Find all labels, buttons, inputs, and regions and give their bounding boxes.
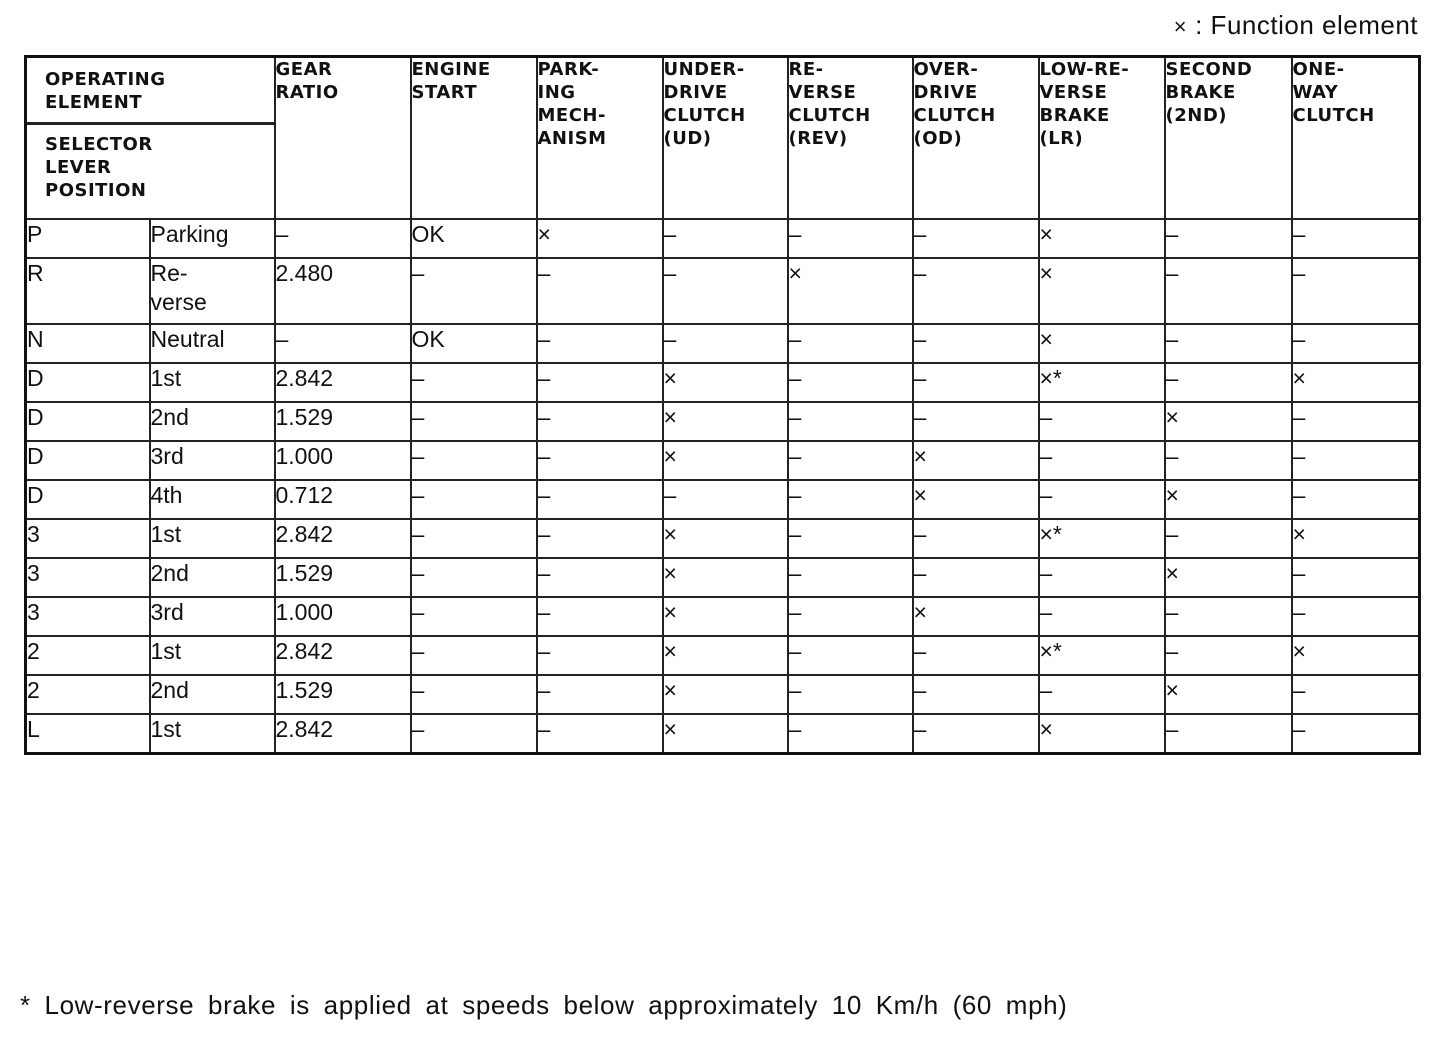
table-cell: – (913, 714, 1039, 754)
table-cell: – (1039, 480, 1165, 519)
table-cell: – (411, 441, 537, 480)
table-row (26, 258, 1420, 324)
table-cell: – (537, 441, 663, 480)
table-cell: – (1292, 324, 1420, 363)
header-second-brake: SECOND BRAKE (2ND) (1165, 57, 1292, 220)
table-row (26, 402, 1420, 441)
table-row (26, 675, 1420, 714)
table-cell: × (1039, 258, 1165, 324)
table-cell: – (411, 675, 537, 714)
table-cell: 1.529 (275, 402, 411, 441)
table-cell: OK (411, 324, 537, 363)
table-cell: – (411, 636, 537, 675)
table-cell: – (1292, 597, 1420, 636)
header-low-reverse-brake: LOW-RE- VERSE BRAKE (LR) (1039, 57, 1165, 220)
header-operating-element (26, 57, 275, 220)
table-cell: × (1292, 636, 1420, 675)
table-cell: – (788, 558, 913, 597)
selector-position: P (26, 219, 150, 258)
table-cell: – (788, 597, 913, 636)
table-cell: – (1039, 402, 1165, 441)
table-cell: × (1165, 480, 1292, 519)
table-cell: × (663, 636, 788, 675)
selector-position-name: 1st (150, 636, 275, 675)
table-cell: – (537, 519, 663, 558)
selector-position: D (26, 402, 150, 441)
table-cell: × (1039, 714, 1165, 754)
table-cell: – (913, 402, 1039, 441)
table-cell: 2.480 (275, 258, 411, 324)
table-cell: – (1165, 258, 1292, 324)
table-cell: – (411, 258, 537, 324)
table-cell: – (788, 675, 913, 714)
table-row (26, 363, 1420, 402)
table-cell: – (1292, 558, 1420, 597)
selector-lever-position-label: SELECTOR LEVER POSITION (45, 134, 153, 201)
table-cell: – (275, 219, 411, 258)
table-cell: 2.842 (275, 636, 411, 675)
header-underdrive-clutch: UNDER- DRIVE CLUTCH (UD) (663, 57, 788, 220)
header-engine-start: ENGINE START (411, 57, 537, 220)
selector-position-name: 1st (150, 363, 275, 402)
table-cell: ×* (1039, 636, 1165, 675)
table-cell: – (1292, 441, 1420, 480)
selector-position: N (26, 324, 150, 363)
table-cell: – (663, 258, 788, 324)
selector-position-name: 2nd (150, 402, 275, 441)
table-cell: 1.529 (275, 675, 411, 714)
table-cell: × (788, 258, 913, 324)
header-gear-ratio: GEAR RATIO (275, 57, 411, 220)
table-cell: 1.529 (275, 558, 411, 597)
selector-position: R (26, 258, 150, 324)
table-cell: – (1039, 558, 1165, 597)
footnote: * Low-reverse brake is applied at speeds below approximately 10 Km/h (60 mph) (20, 990, 1068, 1020)
table-cell: – (1292, 402, 1420, 441)
table-row (26, 219, 1420, 258)
table-cell: × (663, 402, 788, 441)
table-cell: – (1292, 219, 1420, 258)
legend-text: : Function element (1195, 10, 1418, 40)
table-row (26, 636, 1420, 675)
table-cell: – (913, 558, 1039, 597)
table-cell: – (1165, 363, 1292, 402)
selector-position: L (26, 714, 150, 754)
table-cell: – (1165, 636, 1292, 675)
table-cell: – (913, 324, 1039, 363)
table-cell: – (663, 219, 788, 258)
function-element-table (24, 55, 1421, 755)
table-cell: – (1165, 324, 1292, 363)
selector-position-name: Re- verse (150, 258, 275, 324)
selector-position-name: 1st (150, 714, 275, 754)
table-cell: – (788, 480, 913, 519)
table-cell: – (913, 519, 1039, 558)
table-cell: – (411, 363, 537, 402)
table-cell: × (1292, 519, 1420, 558)
table-cell: – (663, 324, 788, 363)
table-cell: × (1292, 363, 1420, 402)
table-row (26, 441, 1420, 480)
table-cell: 1.000 (275, 597, 411, 636)
table-row (26, 558, 1420, 597)
selector-position: D (26, 363, 150, 402)
table-cell: 2.842 (275, 519, 411, 558)
table-cell: OK (411, 219, 537, 258)
table-cell: – (1292, 675, 1420, 714)
table-cell: 2.842 (275, 363, 411, 402)
table-row (26, 480, 1420, 519)
selector-position: D (26, 441, 150, 480)
table-cell: – (788, 402, 913, 441)
table-cell: 1.000 (275, 441, 411, 480)
table-cell: × (1039, 219, 1165, 258)
table-cell: × (1165, 558, 1292, 597)
table-cell: – (537, 324, 663, 363)
table-cell: – (788, 519, 913, 558)
table-cell: – (1292, 714, 1420, 754)
table-body (26, 219, 1420, 754)
table-cell: × (1165, 675, 1292, 714)
table-cell: – (1165, 597, 1292, 636)
table-cell: × (663, 363, 788, 402)
table-cell: – (275, 324, 411, 363)
table-cell: × (913, 441, 1039, 480)
table-cell: – (788, 363, 913, 402)
table-cell: – (788, 441, 913, 480)
table-row (26, 714, 1420, 754)
table-cell: × (913, 480, 1039, 519)
selector-position-name: Neutral (150, 324, 275, 363)
table-cell: – (1292, 480, 1420, 519)
table-cell: – (913, 363, 1039, 402)
table-cell: – (913, 636, 1039, 675)
table-cell: – (537, 714, 663, 754)
table-cell: × (663, 441, 788, 480)
table-cell: – (913, 219, 1039, 258)
table-cell: – (537, 258, 663, 324)
table-cell: × (1165, 402, 1292, 441)
header-overdrive-clutch: OVER- DRIVE CLUTCH (OD) (913, 57, 1039, 220)
selector-position-name: 2nd (150, 675, 275, 714)
operating-element-label: OPERATING ELEMENT (27, 58, 274, 125)
table-cell: – (913, 258, 1039, 324)
table-cell: – (537, 480, 663, 519)
header-row (26, 57, 1420, 220)
header-parking-mechanism: PARK- ING MECH- ANISM (537, 57, 663, 220)
table-cell: – (1292, 258, 1420, 324)
table-cell: – (1165, 714, 1292, 754)
table-cell: × (663, 558, 788, 597)
table-row (26, 324, 1420, 363)
table-cell: ×* (1039, 363, 1165, 402)
table-cell: × (913, 597, 1039, 636)
selector-position-name: 1st (150, 519, 275, 558)
table-cell: × (1039, 324, 1165, 363)
header-one-way-clutch: ONE- WAY CLUTCH (1292, 57, 1420, 220)
table-cell: – (788, 636, 913, 675)
table-cell: × (663, 519, 788, 558)
table-cell: – (411, 480, 537, 519)
table-cell: – (788, 714, 913, 754)
table-cell: – (1165, 519, 1292, 558)
table-cell: ×* (1039, 519, 1165, 558)
table-cell: – (411, 402, 537, 441)
table-cell: – (537, 675, 663, 714)
table-cell: – (537, 402, 663, 441)
selector-position-name: 2nd (150, 558, 275, 597)
table-cell: – (1039, 441, 1165, 480)
selector-position: 3 (26, 558, 150, 597)
table-cell: – (537, 636, 663, 675)
legend (1174, 10, 1418, 41)
table-cell: × (663, 597, 788, 636)
selector-position-name: Parking (150, 219, 275, 258)
table-cell: – (537, 363, 663, 402)
table-cell: – (788, 219, 913, 258)
selector-position-name: 4th (150, 480, 275, 519)
table-cell: – (411, 558, 537, 597)
table-cell: – (1165, 219, 1292, 258)
table-cell: – (537, 558, 663, 597)
selector-position: 3 (26, 519, 150, 558)
table-cell: – (1039, 675, 1165, 714)
table-row (26, 519, 1420, 558)
table-cell: × (663, 675, 788, 714)
table-cell: × (537, 219, 663, 258)
table-cell: 2.842 (275, 714, 411, 754)
selector-position: 2 (26, 636, 150, 675)
header-reverse-clutch: RE- VERSE CLUTCH (REV) (788, 57, 913, 220)
table-cell: 0.712 (275, 480, 411, 519)
legend-mark: × (1173, 14, 1188, 39)
selector-position: 3 (26, 597, 150, 636)
table-cell: – (411, 519, 537, 558)
table-cell: – (913, 675, 1039, 714)
selector-position: D (26, 480, 150, 519)
table-row (26, 597, 1420, 636)
table-cell: × (663, 714, 788, 754)
table-cell: – (411, 714, 537, 754)
table-cell: – (788, 324, 913, 363)
table-cell: – (1039, 597, 1165, 636)
selector-position: 2 (26, 675, 150, 714)
table-cell: – (411, 597, 537, 636)
table-cell: – (663, 480, 788, 519)
selector-position-name: 3rd (150, 597, 275, 636)
table-cell: – (1165, 441, 1292, 480)
table-cell: – (537, 597, 663, 636)
selector-position-name: 3rd (150, 441, 275, 480)
